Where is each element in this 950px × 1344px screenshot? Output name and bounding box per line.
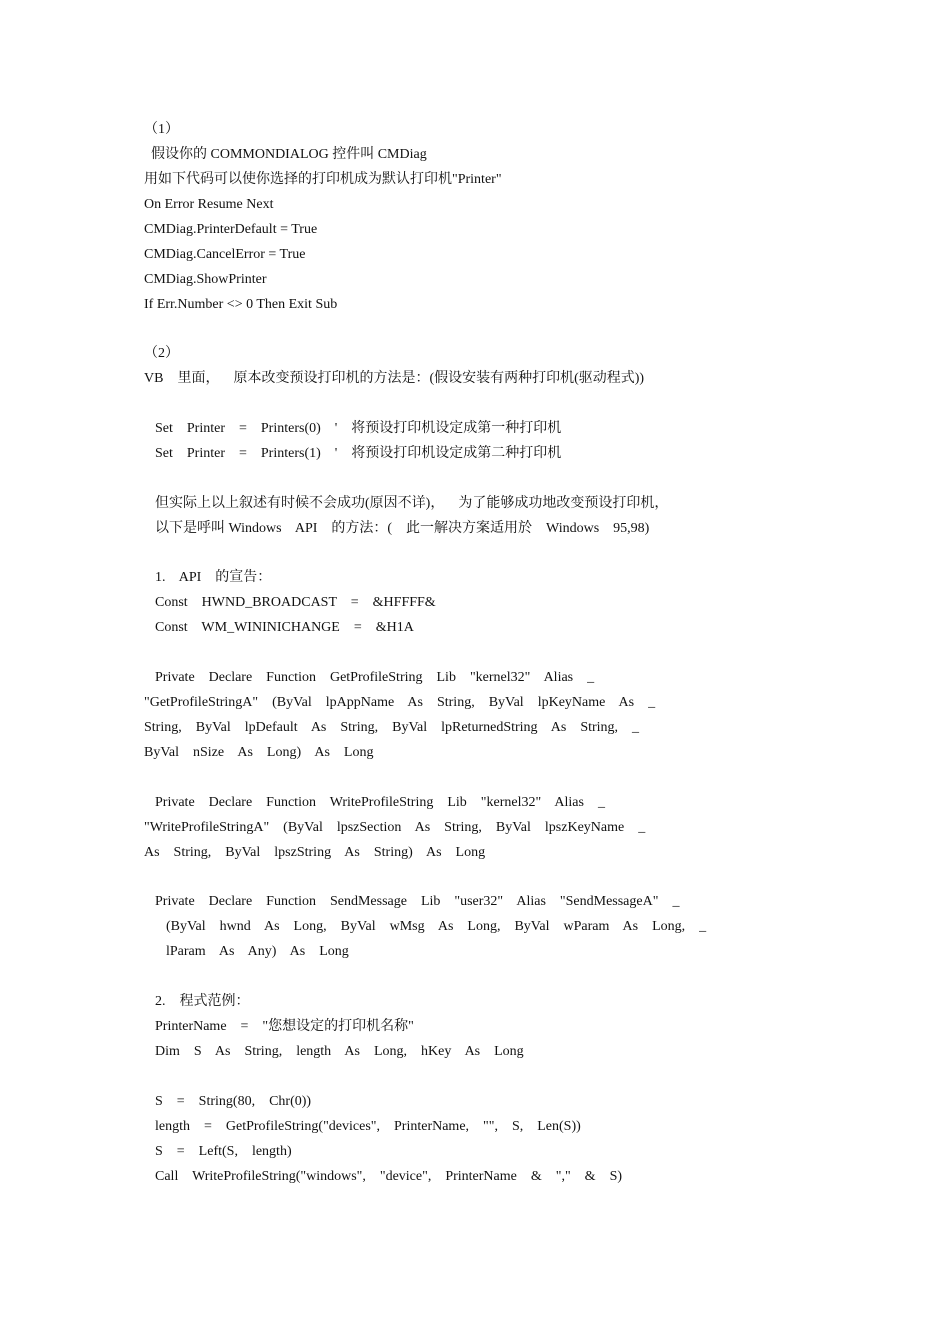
code-line: CMDiag.CancelError = True xyxy=(144,247,306,262)
code-line: ByVal nSize As Long) As Long xyxy=(144,745,374,760)
code-line: CMDiag.ShowPrinter xyxy=(144,272,267,287)
code-line: Const HWND_BROADCAST = &HFFFF& xyxy=(155,595,436,610)
code-line: Const WM_WININICHANGE = &H1A xyxy=(155,620,414,635)
code-line: Private Declare Function SendMessage Lib "user32" Alias "SendMessageA" _ xyxy=(155,894,680,909)
code-line: String, ByVal lpDefault As String, ByVal lpReturnedString As String, _ xyxy=(144,720,640,735)
section-1-heading: （1） xyxy=(144,122,179,137)
code-line: Private Declare Function GetProfileString Lib "kernel32" Alias _ xyxy=(155,670,595,685)
section-2-heading: （2） xyxy=(144,346,179,361)
text-line: 以下是呼叫 Windows API 的方法：( 此一解决方案适用於 Windows 95,98) xyxy=(155,521,650,536)
code-line: (ByVal hwnd As Long, ByVal wMsg As Long, ByVal wParam As Long, _ xyxy=(166,919,707,934)
code-line: Private Declare Function WriteProfileString Lib "kernel32" Alias _ xyxy=(155,795,605,810)
code-line: length = GetProfileString("devices", PrinterName, "", S, Len(S)) xyxy=(155,1119,581,1134)
code-line: CMDiag.PrinterDefault = True xyxy=(144,222,318,237)
text-line: 用如下代码可以使你选择的打印机成为默认打印机"Printer" xyxy=(144,172,502,187)
code-line: Call WriteProfileString("windows", "device", PrinterName & "," & S) xyxy=(155,1169,623,1184)
text-line: VB 里面， 原本改变预设打印机的方法是：(假设安装有两种打印机(驱动程式)) xyxy=(144,371,645,386)
text-line: 2. 程式范例： xyxy=(155,994,250,1009)
text-line: 假设你的 COMMONDIALOG 控件叫 CMDiag xyxy=(144,147,427,162)
code-line: If Err.Number <> 0 Then Exit Sub xyxy=(144,297,338,312)
code-line: S = Left(S, length) xyxy=(155,1144,292,1159)
text-line: 1. API 的宣告： xyxy=(155,570,272,585)
code-line: On Error Resume Next xyxy=(144,197,274,212)
code-line: PrinterName = "您想设定的打印机名称" xyxy=(155,1019,414,1034)
code-line: Dim S As String, length As Long, hKey As Long xyxy=(155,1044,524,1059)
code-line: "GetProfileStringA" (ByVal lpAppName As String, ByVal lpKeyName As _ xyxy=(144,695,656,710)
code-line: Set Printer = Printers(1) ' 将预设打印机设定成第二种打印机 xyxy=(155,446,562,461)
code-line: As String, ByVal lpszString As String) As Long xyxy=(144,845,486,860)
code-line: "WriteProfileStringA" (ByVal lpszSection As String, ByVal lpszKeyName _ xyxy=(144,820,646,835)
code-line: S = String(80, Chr(0)) xyxy=(155,1094,312,1109)
code-line: Set Printer = Printers(0) ' 将预设打印机设定成第一种打印机 xyxy=(155,421,562,436)
text-line: 但实际上以上叙述有时候不会成功(原因不详)， 为了能够成功地改变预设打印机， xyxy=(155,496,669,511)
code-line: lParam As Any) As Long xyxy=(166,944,349,959)
